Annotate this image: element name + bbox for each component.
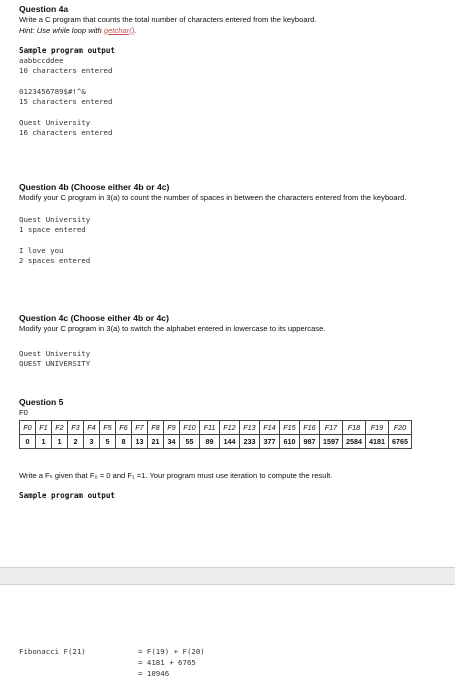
- fib-value-cell: 610: [280, 435, 300, 449]
- output-line: Quest University: [19, 348, 91, 358]
- fib-value-cell: 0: [20, 435, 36, 449]
- fibonacci-sample-output: [19, 646, 205, 679]
- question-4a-sample-label: Sample program output: [19, 46, 116, 55]
- question-5-sub: F0: [19, 408, 28, 417]
- question-4c-text: Modify your C program in 3(a) to switch the alphabet entered in lowercase to its uppercase.: [19, 324, 326, 333]
- fib-value-cell: 55: [180, 435, 200, 449]
- fib-value-cell: 89: [200, 435, 220, 449]
- sample-output-2: [19, 87, 441, 107]
- page-break-divider: [0, 567, 455, 585]
- output-row: [19, 657, 205, 668]
- fib-header-cell: F11: [200, 421, 220, 435]
- output-label: Fibonacci F(21): [19, 647, 86, 656]
- fib-value-cell: 1597: [320, 435, 343, 449]
- question-4c-section: [19, 313, 441, 369]
- output-line: 15 characters entered: [19, 97, 113, 106]
- fib-header-cell: F18: [343, 421, 366, 435]
- question-5-section: [19, 397, 441, 419]
- question-4a-text: Write a C program that counts the total number of characters entered from the keyboard.: [19, 15, 317, 24]
- fib-value-cell: 1: [52, 435, 68, 449]
- output-line: QUEST UNIVERSITY: [19, 358, 91, 368]
- output-line: I love you: [19, 245, 64, 255]
- question-4c-heading: Question 4c (Choose either 4b or 4c): [19, 313, 169, 323]
- fib-value-cell: 1: [36, 435, 52, 449]
- output-line: 2 spaces entered: [19, 255, 91, 265]
- output-line: 16 characters entered: [19, 128, 113, 137]
- output-line: Quest University: [19, 118, 91, 127]
- question-5-sample-label: Sample program output: [19, 490, 116, 500]
- question-4b-section: [19, 182, 441, 266]
- fib-value-cell: 987: [300, 435, 320, 449]
- fib-header-cell: F19: [366, 421, 389, 435]
- fib-value-cell: 377: [260, 435, 280, 449]
- fib-value-cell: 2: [68, 435, 84, 449]
- fib-header-cell: F15: [280, 421, 300, 435]
- question-4a-hint: [19, 26, 441, 37]
- question-4a-heading: Question 4a: [19, 4, 69, 14]
- output-line: aabbccddee: [19, 56, 64, 65]
- fib-value-cell: 2584: [343, 435, 366, 449]
- fib-header-cell: F2: [52, 421, 68, 435]
- fib-header-cell: F7: [132, 421, 148, 435]
- fib-value-cell: 6765: [389, 435, 412, 449]
- output-line: 0123456789$#!^&: [19, 87, 86, 96]
- hint-prefix: Hint: Use while loop with: [19, 25, 104, 35]
- question-5-text: Write a Fₙ given that F₀ = 0 and F₁ =1. Your program must use iteration to compute the result.: [19, 471, 333, 480]
- output-label: [19, 668, 138, 679]
- question-4b-text: Modify your C program in 3(a) to count the number of spaces in between the characters entered from the keyboard.: [19, 193, 407, 202]
- fib-header-cell: F4: [84, 421, 100, 435]
- output-line: Quest University: [19, 214, 91, 224]
- sample-output-4c-1: [19, 349, 441, 369]
- question-4b-heading: Question 4b (Choose either 4b or 4c): [19, 182, 170, 192]
- fibonacci-value-row: [20, 435, 412, 449]
- fib-value-cell: 21: [148, 435, 164, 449]
- question-5-heading: Question 5: [19, 397, 64, 407]
- fib-value-cell: 144: [220, 435, 240, 449]
- fib-value-cell: 5: [100, 435, 116, 449]
- fib-header-cell: F8: [148, 421, 164, 435]
- fib-value-cell: 13: [132, 435, 148, 449]
- fib-header-cell: F16: [300, 421, 320, 435]
- fib-header-cell: F13: [240, 421, 260, 435]
- fib-header-cell: F3: [68, 421, 84, 435]
- output-row: [19, 646, 205, 657]
- output-line: 10 characters entered: [19, 66, 113, 75]
- fib-value-cell: 4181: [366, 435, 389, 449]
- output-value: = 10946: [138, 669, 170, 678]
- sample-output-4b-2: [19, 246, 441, 266]
- output-label: [19, 657, 138, 668]
- fib-header-cell: F20: [389, 421, 412, 435]
- fib-value-cell: 8: [116, 435, 132, 449]
- fib-header-cell: F9: [164, 421, 180, 435]
- fibonacci-header-row: [20, 421, 412, 435]
- fib-header-cell: F12: [220, 421, 240, 435]
- hint-suffix: .: [134, 25, 137, 35]
- fib-header-cell: F6: [116, 421, 132, 435]
- fibonacci-table: [19, 420, 412, 449]
- fib-header-cell: F5: [100, 421, 116, 435]
- output-value: = 4181 + 6765: [138, 658, 196, 667]
- fib-value-cell: 233: [240, 435, 260, 449]
- sample-output-4b-1: [19, 215, 441, 235]
- question-5-body: [19, 471, 441, 501]
- getchar-link[interactable]: getchar(): [103, 25, 135, 35]
- fib-header-cell: F14: [260, 421, 280, 435]
- fib-value-cell: 3: [84, 435, 100, 449]
- question-4a-section: [19, 4, 441, 138]
- sample-output-3: [19, 118, 441, 138]
- output-value: = F(19) + F(20): [138, 647, 205, 656]
- fib-header-cell: F0: [20, 421, 36, 435]
- fib-header-cell: F1: [36, 421, 52, 435]
- fib-value-cell: 34: [164, 435, 180, 449]
- output-line: 1 space entered: [19, 224, 86, 234]
- fib-header-cell: F17: [320, 421, 343, 435]
- fib-header-cell: F10: [180, 421, 200, 435]
- output-row: [19, 668, 205, 679]
- sample-output-1: [19, 56, 441, 76]
